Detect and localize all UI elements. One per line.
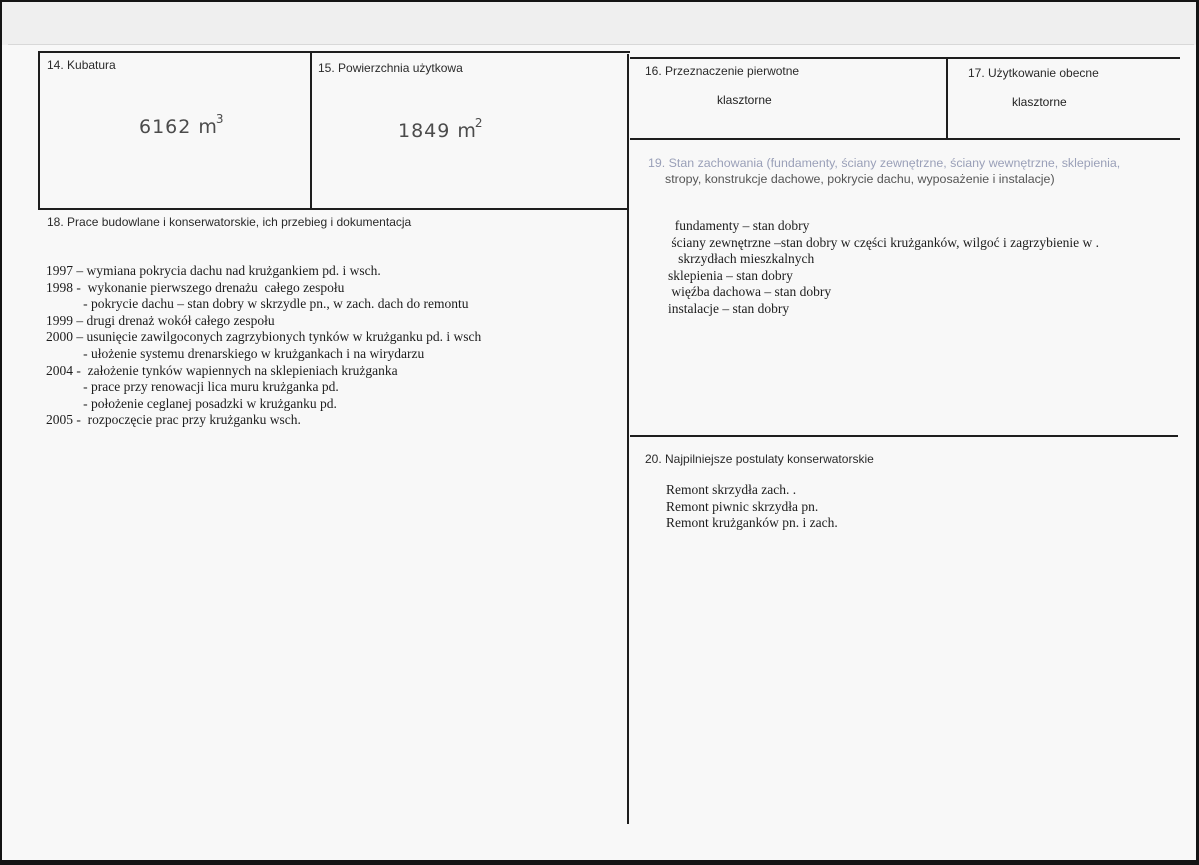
scan-top-strip	[2, 2, 1196, 45]
prace-line: 2005 - rozpoczęcie prac przy krużganku wsch.	[46, 412, 301, 428]
kubatura-number: 6162 m	[139, 116, 218, 138]
prace-line: - ułożenie systemu drenarskiego w krużgankach i na wirydarzu	[46, 345, 425, 361]
prace-line: 1997 – wymiana pokrycia dachu nad krużgankiem pd. i wsch.	[46, 263, 381, 278]
prace-line: 2004 - założenie tynków wapiennych na sklepieniach krużganka	[46, 362, 398, 378]
postulaty-line: Remont krużganków pn. i zach.	[666, 515, 838, 531]
stan-line: sklepienia – stan dobry	[668, 267, 793, 283]
divider	[627, 54, 629, 824]
przeznaczenie-label: 16. Przeznaczenie pierwotne	[645, 64, 800, 78]
powierzchnia-exponent: 2	[474, 116, 484, 130]
stan-line: instalacje – stan dobry	[668, 300, 790, 316]
divider	[310, 52, 312, 209]
prace-label: 18. Prace budowlane i konserwatorskie, ich przebieg i dokumentacja	[47, 215, 412, 229]
divider	[946, 58, 948, 139]
postulaty-line: Remont skrzydła zach. .	[666, 482, 797, 497]
prace-line: 1998 - wykonanie pierwszego drenażu całego zespołu	[46, 279, 345, 295]
divider	[630, 138, 1180, 140]
powierzchnia-label: 15. Powierzchnia użytkowa	[318, 61, 463, 75]
stan-line: fundamenty – stan dobry	[668, 218, 810, 233]
stan-label-line2: stropy, konstrukcje dachowe, pokrycie dachu, wyposażenie i instalacje)	[665, 172, 1055, 186]
record-sheet	[2, 2, 1196, 860]
uzytkowanie-value: klasztorne	[1012, 95, 1067, 109]
stan-line: skrzydłach mieszkalnych	[668, 251, 815, 267]
kubatura-label: 14. Kubatura	[47, 58, 116, 72]
uzytkowanie-label: 17. Użytkowanie obecne	[968, 66, 1099, 80]
postulaty-label: 20. Najpilniejsze postulaty konserwatorskie	[645, 452, 874, 466]
divider	[38, 208, 628, 210]
prace-line: 1999 – drugi drenaż wokół całego zespołu	[46, 312, 275, 328]
stan-line: ściany zewnętrzne –stan dobry w części krużganków, wilgoć i zagrzybienie w .	[668, 234, 1099, 250]
divider	[38, 51, 630, 53]
prace-line: - położenie ceglanej posadzki w krużganku pd.	[46, 395, 337, 411]
prace-list	[46, 263, 481, 429]
prace-line: - pokrycie dachu – stan dobry w skrzydle pn., w zach. dach do remontu	[46, 296, 469, 312]
postulaty-line: Remont piwnic skrzydła pn.	[666, 498, 819, 514]
divider	[630, 435, 1178, 437]
divider	[38, 51, 40, 209]
przeznaczenie-value: klasztorne	[717, 93, 772, 107]
kubatura-value	[139, 112, 227, 138]
prace-line: - prace przy renowacji lica muru krużganka pd.	[46, 379, 339, 395]
kubatura-exponent: 3	[215, 112, 225, 126]
stan-list	[668, 218, 1099, 318]
powierzchnia-value	[398, 116, 486, 142]
divider	[630, 57, 1180, 59]
postulaty-list	[666, 482, 838, 532]
prace-line: 2000 – usunięcie zawilgoconych zagrzybionych tynków w krużganku pd. i wsch	[46, 329, 482, 345]
powierzchnia-number: 1849 m	[398, 120, 477, 142]
stan-label-line1: 19. Stan zachowania (fundamenty, ściany zewnętrzne, ściany wewnętrzne, sklepienia,	[648, 156, 1121, 170]
stan-line: więźba dachowa – stan dobry	[668, 284, 832, 300]
